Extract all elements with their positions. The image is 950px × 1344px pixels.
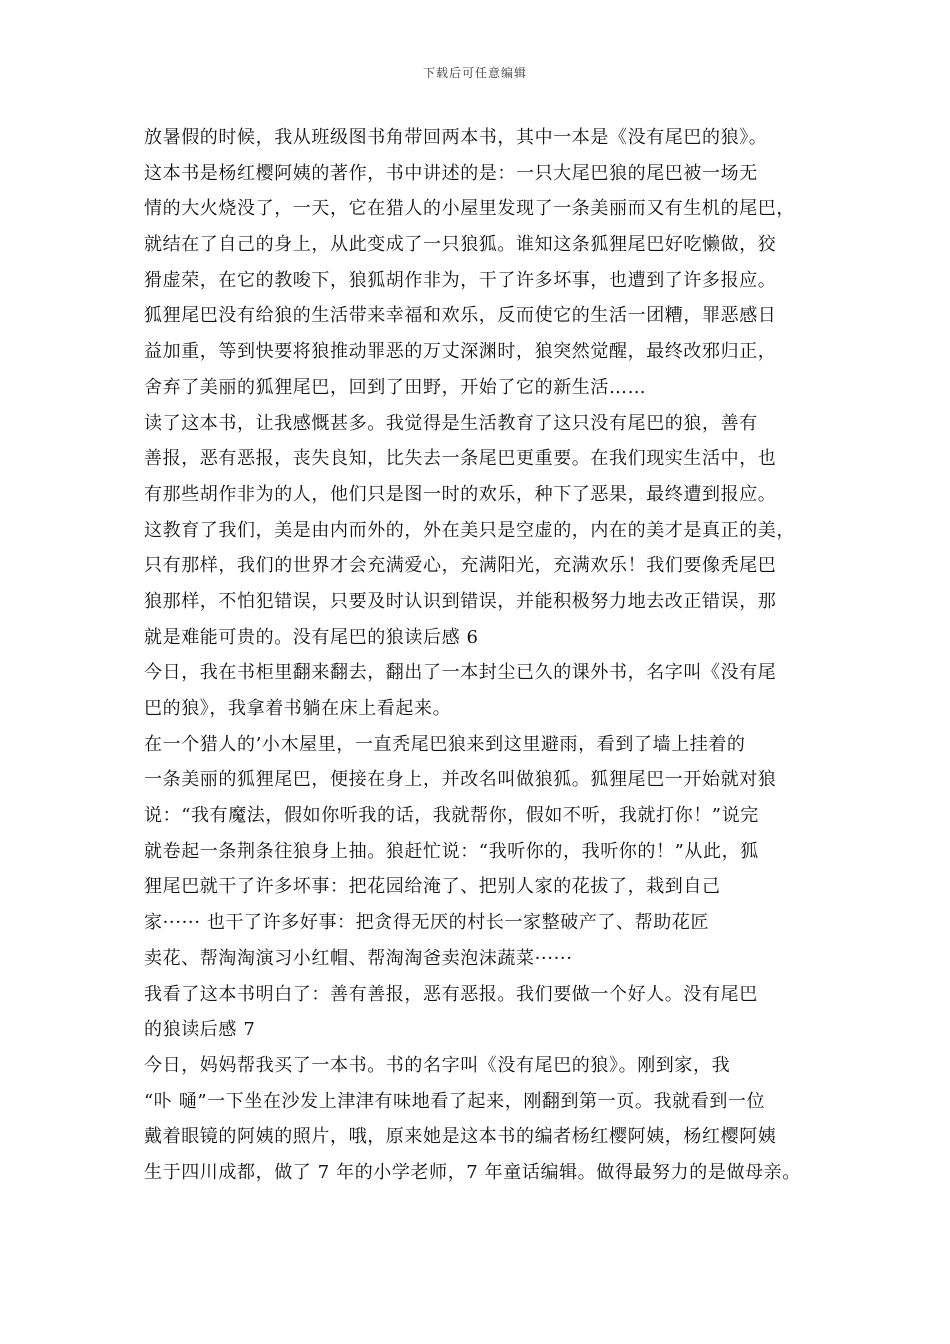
- text-line: 家······ 也干了许多好事：把贪得无厌的村长一家整破产了、帮助花匠: [144, 912, 710, 934]
- page-header: 下载后可任意编辑: [422, 66, 527, 80]
- text-line: 就是难能可贵的。没有尾巴的狼读后感 6: [144, 626, 479, 648]
- text-line: 狸尾巴就干了许多坏事：把花园给淹了、把别人家的花拔了，栽到自己: [144, 876, 721, 898]
- text-line: 情的大火烧没了，一天，它在猎人的小屋里发现了一条美丽而又有生机的尾巴，: [144, 198, 795, 220]
- text-line: 巴的狼》，我拿着书躺在床上看起来。: [144, 698, 452, 719]
- text-line: 善报，恶有恶报，丧失良知，比失去一条尾巴更重要。在我们现实生活中，也: [144, 448, 777, 470]
- text-line: 就结在了自己的身上，从此变成了一只狼狐。谁知这条狐狸尾巴好吃懒做，狡: [144, 234, 777, 256]
- text-line: 猾虚荣，在它的教唆下，狼狐胡作非为，干了许多坏事，也遭到了许多报应。: [144, 269, 777, 291]
- text-line: 狼那样，不怕犯错误，只要及时认识到错误，并能积极努力地去改正错误，那: [144, 590, 777, 612]
- text-line: 说：“我有魔法，假如你听我的话，我就帮你，假如不听，我就打你！”说完: [144, 805, 759, 827]
- text-line: 生于四川成都，做了 7 年的小学老师，7 年童话编辑。做得最努力的是做母亲。: [144, 1161, 801, 1183]
- text-line: 有那些胡作非为的人，他们只是图一时的欢乐，种下了恶果，最终遭到报应。: [144, 483, 777, 505]
- text-line: 今日，妈妈帮我买了一本书。书的名字叫《没有尾巴的狼》。刚到家，我: [144, 1054, 731, 1076]
- document-body: [144, 120, 824, 1191]
- text-line: 我看了这本书明白了：善有善报，恶有恶报。我们要做一个好人。没有尾巴: [144, 983, 758, 1005]
- text-line: 这教育了我们，美是由内而外的，外在美只是空虚的，内在的美才是真正的美，: [144, 519, 795, 541]
- text-line: 的狼读后感 7: [144, 1019, 256, 1041]
- text-line: 狐狸尾巴没有给狼的生活带来幸福和欢乐，反而使它的生活一团糟，罪恶感日: [144, 305, 777, 327]
- text-line: 戴着眼镜的阿姨的照片，哦，原来她是这本书的编者杨红樱阿姨，杨红樱阿姨: [144, 1126, 777, 1148]
- text-line: 舍弃了美丽的狐狸尾巴，回到了田野，开始了它的新生活……: [144, 376, 647, 398]
- text-line: 就卷起一条荆条往狼身上抽。狼赶忙说：“我听你的，我听你的！”从此，狐: [144, 840, 759, 862]
- text-line: 卖花、帮淘淘演习小红帽、帮淘淘爸卖泡沫蔬菜······: [144, 947, 573, 969]
- text-line: 今日，我在书柜里翻来翻去，翻出了一本封尘已久的课外书，名字叫《没有尾: [144, 662, 777, 684]
- text-line: 一条美丽的狐狸尾巴，便接在身上，并改名叫做狼狐。狐狸尾巴一开始就对狼: [144, 769, 777, 791]
- text-line: 益加重，等到快要将狼推动罪恶的万丈深渊时，狼突然觉醒，最终改邪归正，: [144, 341, 777, 363]
- text-line: 读了这本书，让我感慨甚多。我觉得是生活教育了这只没有尾巴的狼，善有: [144, 412, 758, 434]
- text-line: “卟 嗵”一下坐在沙发上津津有味地看了起来，刚翻到第一页。我就看到一位: [144, 1090, 766, 1112]
- text-line: 在一个猎人的’小木屋里，一直秃尾巴狼来到这里避雨，看到了墙上挂着的: [144, 733, 746, 755]
- text-line: 只有那样，我们的世界才会充满爱心，充满阳光，充满欢乐！我们要像秃尾巴: [144, 555, 777, 577]
- text-line: 放暑假的时候，我从班级图书角带回两本书，其中一本是《没有尾巴的狼》。: [144, 127, 768, 148]
- text-line: 这本书是杨红樱阿姨的著作，书中讲述的是：一只大尾巴狼的尾巴被一场无: [144, 162, 758, 184]
